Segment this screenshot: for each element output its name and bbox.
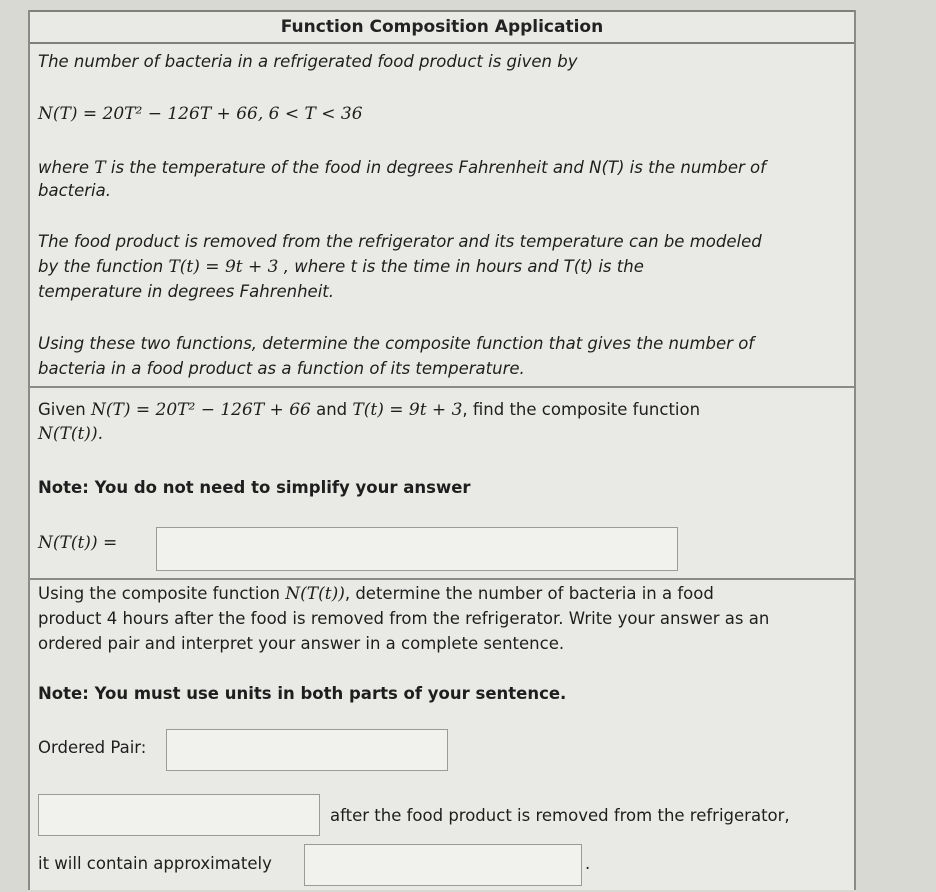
description-text: is the temperature of the food in degrees Fahrenheit and N(T) is the number of: [105, 158, 766, 177]
description-line: bacteria.: [38, 181, 112, 200]
model-line: [38, 257, 644, 277]
temperature-variable: T: [94, 158, 106, 178]
model-line: temperature in degrees Fahrenheit.: [38, 282, 334, 301]
description-line: [38, 158, 766, 178]
instruction-text: , determine the number of bacteria in a food: [344, 584, 714, 603]
composite-answer-label: N(T(t)) =: [38, 533, 118, 553]
sentence-text: after the food product is removed from the refrigerator,: [330, 806, 790, 825]
task-line: Using these two functions, determine the composite function that gives the number of: [38, 334, 755, 353]
description-text: where: [38, 158, 95, 177]
given-line: [38, 400, 700, 420]
problem-statement: [30, 46, 854, 388]
time-answer-input[interactable]: [38, 794, 320, 836]
sentence-period: .: [585, 854, 591, 873]
model-text: , where t is the time in hours and T(t) is the: [278, 257, 644, 276]
given-text: Given: [38, 400, 91, 419]
bacteria-count-input[interactable]: [304, 844, 582, 886]
problem-sheet: [28, 10, 856, 890]
composite-answer-input[interactable]: [156, 527, 678, 571]
ordered-pair-label: Ordered Pair:: [38, 738, 147, 757]
task-line: bacteria in a food product as a function of its temperature.: [38, 359, 525, 378]
interpretation-part: [30, 582, 854, 892]
instruction-text: Using the composite function: [38, 584, 286, 603]
given-text: and: [310, 400, 353, 419]
given-text: , find the composite function: [462, 400, 701, 419]
model-text: by the function: [38, 257, 169, 276]
temperature-function: T(t) = 9t + 3: [352, 400, 463, 420]
intro-line: The number of bacteria in a refrigerated food product is given by: [38, 52, 578, 71]
composite-notation: N(T(t)): [285, 584, 345, 604]
instruction-line: ordered pair and interpret your answer in a complete sentence.: [38, 634, 565, 653]
bacteria-function: N(T) = 20T² − 126T + 66: [91, 400, 311, 420]
instruction-line: [38, 584, 714, 604]
instruction-line: product 4 hours after the food is removed from the refrigerator. Write your answer as an: [38, 609, 770, 628]
sentence-text: it will contain approximately: [38, 854, 272, 873]
composite-function-part: [30, 390, 854, 580]
composite-notation: N(T(t)).: [38, 424, 103, 444]
temperature-function: T(t) = 9t + 3: [168, 257, 279, 277]
units-note: Note: You must use units in both parts of your sentence.: [38, 684, 567, 703]
simplify-note: Note: You do not need to simplify your answer: [38, 478, 471, 497]
ordered-pair-input[interactable]: [166, 729, 448, 771]
page-title: Function Composition Application: [30, 10, 854, 44]
bacteria-formula: N(T) = 20T² − 126T + 66, 6 < T < 36: [38, 104, 363, 124]
model-line: The food product is removed from the refrigerator and its temperature can be modeled: [38, 232, 762, 251]
